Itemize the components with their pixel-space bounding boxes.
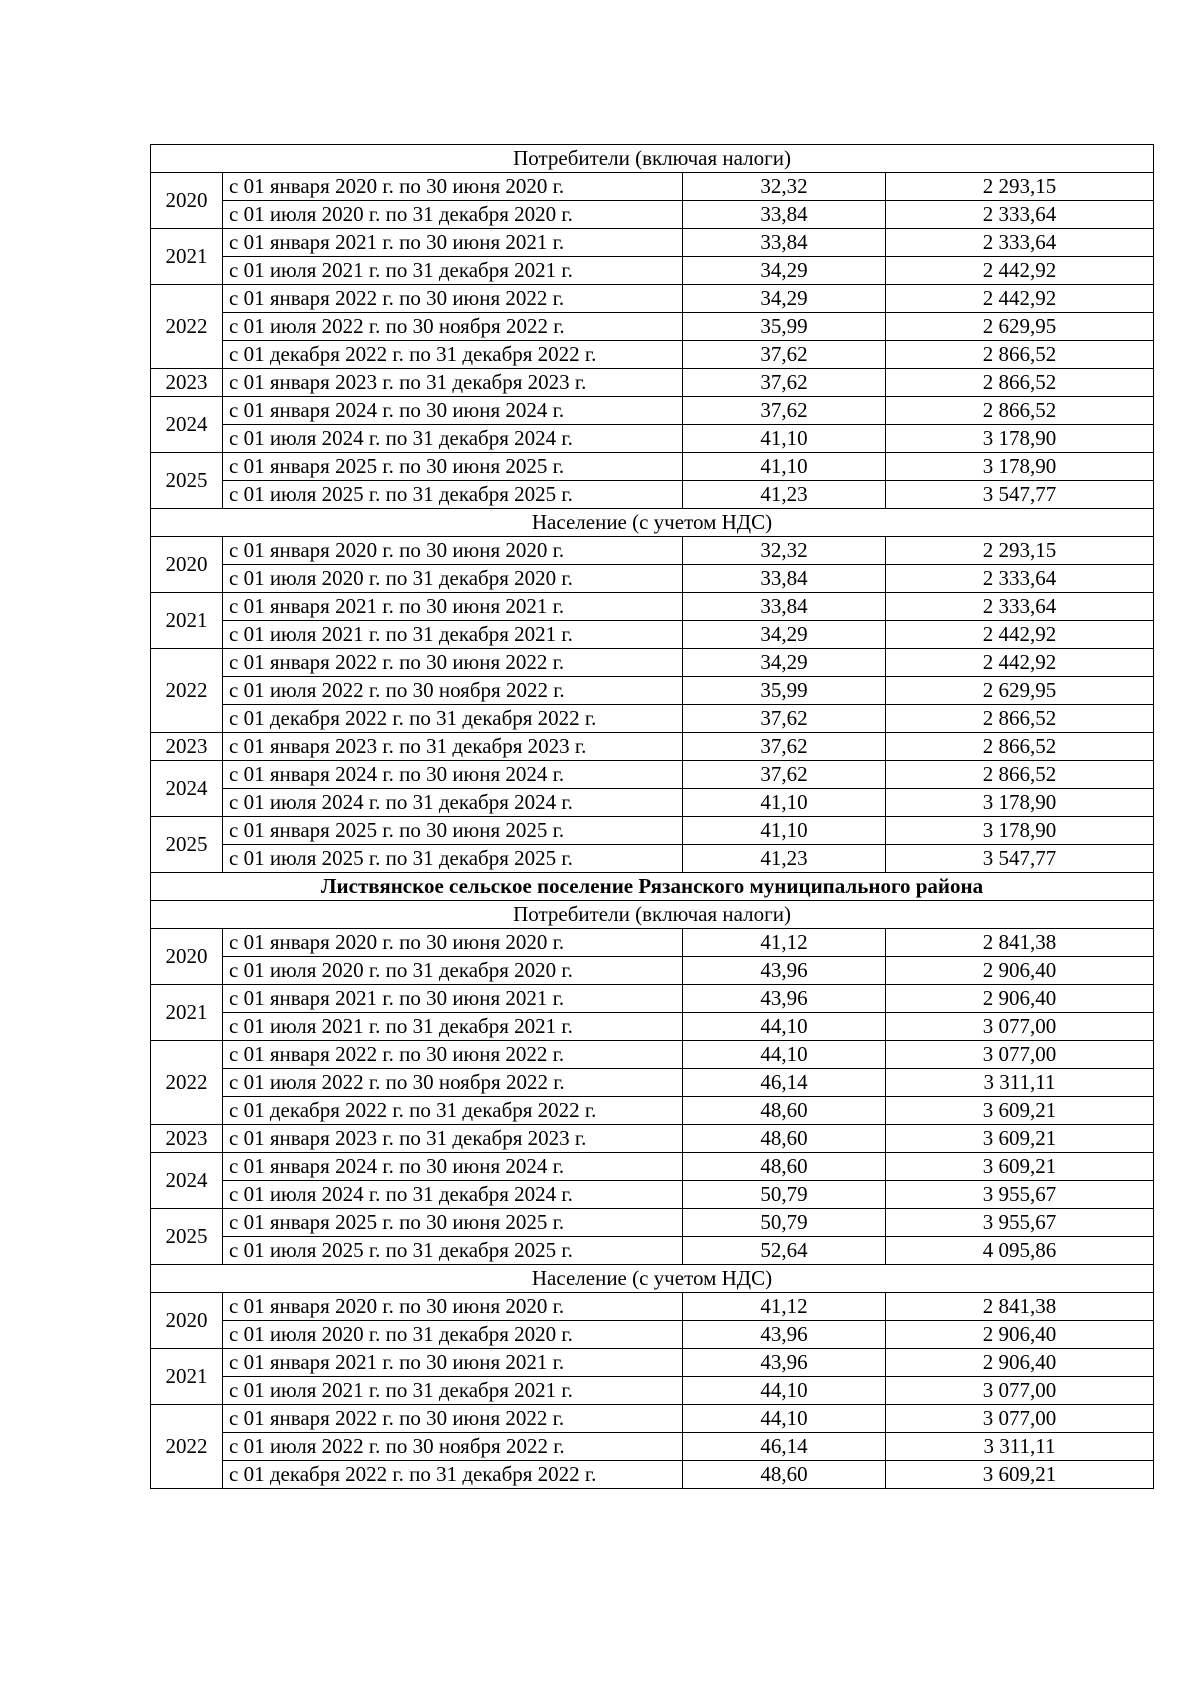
- period-cell: с 01 января 2020 г. по 30 июня 2020 г.: [223, 537, 683, 565]
- tariff-value-1: 33,84: [683, 201, 886, 229]
- period-cell: с 01 января 2020 г. по 30 июня 2020 г.: [223, 1293, 683, 1321]
- tariff-value-1: 44,10: [683, 1377, 886, 1405]
- period-cell: с 01 июля 2022 г. по 30 ноября 2022 г.: [223, 1069, 683, 1097]
- tariff-value-2: 3 955,67: [886, 1209, 1154, 1237]
- table-row: [151, 229, 1154, 257]
- tariff-value-2: 2 333,64: [886, 565, 1154, 593]
- period-cell: с 01 января 2025 г. по 30 июня 2025 г.: [223, 817, 683, 845]
- section-heading: Листвянское сельское поселение Рязанского муниципального района: [151, 873, 1154, 901]
- table-row: [151, 397, 1154, 425]
- section-heading: Потребители (включая налоги): [151, 901, 1154, 929]
- period-cell: с 01 июля 2020 г. по 31 декабря 2020 г.: [223, 201, 683, 229]
- tariff-value-1: 32,32: [683, 173, 886, 201]
- period-cell: с 01 января 2022 г. по 30 июня 2022 г.: [223, 1041, 683, 1069]
- tariff-value-2: 2 442,92: [886, 285, 1154, 313]
- tariff-value-1: 37,62: [683, 705, 886, 733]
- table-row: [151, 1293, 1154, 1321]
- year-cell: 2025: [151, 817, 223, 873]
- table-row: [151, 593, 1154, 621]
- table-row: [151, 957, 1154, 985]
- table-row: [151, 705, 1154, 733]
- tariff-value-2: 2 629,95: [886, 313, 1154, 341]
- tariff-value-1: 41,10: [683, 817, 886, 845]
- year-cell: 2023: [151, 369, 223, 397]
- tariff-value-1: 43,96: [683, 985, 886, 1013]
- table-row: [151, 1153, 1154, 1181]
- tariff-value-1: 33,84: [683, 593, 886, 621]
- period-cell: с 01 июля 2024 г. по 31 декабря 2024 г.: [223, 425, 683, 453]
- period-cell: с 01 января 2021 г. по 30 июня 2021 г.: [223, 1349, 683, 1377]
- period-cell: с 01 января 2022 г. по 30 июня 2022 г.: [223, 649, 683, 677]
- table-row: [151, 1405, 1154, 1433]
- tariff-value-2: 2 906,40: [886, 957, 1154, 985]
- tariff-value-1: 48,60: [683, 1461, 886, 1489]
- year-cell: 2024: [151, 397, 223, 453]
- year-cell: 2024: [151, 761, 223, 817]
- tariff-value-2: 3 178,90: [886, 425, 1154, 453]
- tariff-value-1: 43,96: [683, 1321, 886, 1349]
- tariff-value-2: 2 906,40: [886, 1349, 1154, 1377]
- table-row: [151, 369, 1154, 397]
- table-row: [151, 1377, 1154, 1405]
- tariff-value-1: 34,29: [683, 649, 886, 677]
- tariff-value-1: 41,10: [683, 789, 886, 817]
- tariff-value-2: 3 311,11: [886, 1433, 1154, 1461]
- period-cell: с 01 июля 2022 г. по 30 ноября 2022 г.: [223, 1433, 683, 1461]
- tariff-value-2: 3 311,11: [886, 1069, 1154, 1097]
- tariff-value-2: 2 841,38: [886, 929, 1154, 957]
- tariff-value-1: 32,32: [683, 537, 886, 565]
- tariff-value-1: 35,99: [683, 313, 886, 341]
- table-row: [151, 761, 1154, 789]
- tariff-value-1: 52,64: [683, 1237, 886, 1265]
- period-cell: с 01 июля 2025 г. по 31 декабря 2025 г.: [223, 481, 683, 509]
- tariff-value-2: 2 866,52: [886, 761, 1154, 789]
- table-row: [151, 929, 1154, 957]
- tariff-value-2: 2 866,52: [886, 397, 1154, 425]
- period-cell: с 01 июля 2025 г. по 31 декабря 2025 г.: [223, 1237, 683, 1265]
- period-cell: с 01 июля 2022 г. по 30 ноября 2022 г.: [223, 677, 683, 705]
- year-cell: 2020: [151, 929, 223, 985]
- tariff-value-2: 3 955,67: [886, 1181, 1154, 1209]
- period-cell: с 01 июля 2022 г. по 30 ноября 2022 г.: [223, 313, 683, 341]
- year-cell: 2024: [151, 1153, 223, 1209]
- tariff-value-2: 2 333,64: [886, 201, 1154, 229]
- section-heading-row: [151, 873, 1154, 901]
- table-row: [151, 845, 1154, 873]
- tariff-value-2: 2 629,95: [886, 677, 1154, 705]
- tariff-value-1: 48,60: [683, 1125, 886, 1153]
- tariff-table-body: [151, 145, 1154, 1489]
- table-row: [151, 1461, 1154, 1489]
- tariff-value-1: 34,29: [683, 285, 886, 313]
- period-cell: с 01 января 2021 г. по 30 июня 2021 г.: [223, 593, 683, 621]
- tariff-value-2: 3 077,00: [886, 1377, 1154, 1405]
- period-cell: с 01 января 2024 г. по 30 июня 2024 г.: [223, 1153, 683, 1181]
- period-cell: с 01 января 2025 г. по 30 июня 2025 г.: [223, 453, 683, 481]
- table-row: [151, 1433, 1154, 1461]
- table-row: [151, 341, 1154, 369]
- period-cell: с 01 января 2021 г. по 30 июня 2021 г.: [223, 229, 683, 257]
- period-cell: с 01 декабря 2022 г. по 31 декабря 2022 г.: [223, 1097, 683, 1125]
- period-cell: с 01 июля 2021 г. по 31 декабря 2021 г.: [223, 257, 683, 285]
- period-cell: с 01 июля 2024 г. по 31 декабря 2024 г.: [223, 1181, 683, 1209]
- period-cell: с 01 июля 2021 г. по 31 декабря 2021 г.: [223, 1377, 683, 1405]
- tariff-value-1: 50,79: [683, 1181, 886, 1209]
- tariff-value-2: 3 547,77: [886, 481, 1154, 509]
- tariff-value-1: 48,60: [683, 1153, 886, 1181]
- table-row: [151, 621, 1154, 649]
- tariff-value-1: 41,10: [683, 453, 886, 481]
- period-cell: с 01 января 2024 г. по 30 июня 2024 г.: [223, 397, 683, 425]
- tariff-value-2: 2 906,40: [886, 985, 1154, 1013]
- period-cell: с 01 января 2020 г. по 30 июня 2020 г.: [223, 929, 683, 957]
- tariff-value-2: 3 609,21: [886, 1461, 1154, 1489]
- year-cell: 2020: [151, 173, 223, 229]
- tariff-value-2: 2 866,52: [886, 705, 1154, 733]
- period-cell: с 01 января 2021 г. по 30 июня 2021 г.: [223, 985, 683, 1013]
- period-cell: с 01 декабря 2022 г. по 31 декабря 2022 г.: [223, 1461, 683, 1489]
- year-cell: 2023: [151, 733, 223, 761]
- table-row: [151, 789, 1154, 817]
- tariff-value-2: 4 095,86: [886, 1237, 1154, 1265]
- tariff-value-2: 2 866,52: [886, 369, 1154, 397]
- year-cell: 2020: [151, 537, 223, 593]
- section-heading-row: [151, 145, 1154, 173]
- table-row: [151, 173, 1154, 201]
- period-cell: с 01 января 2022 г. по 30 июня 2022 г.: [223, 285, 683, 313]
- table-row: [151, 733, 1154, 761]
- period-cell: с 01 января 2023 г. по 31 декабря 2023 г.: [223, 1125, 683, 1153]
- tariff-value-1: 33,84: [683, 229, 886, 257]
- table-row: [151, 257, 1154, 285]
- section-heading-row: [151, 901, 1154, 929]
- table-row: [151, 453, 1154, 481]
- table-row: [151, 565, 1154, 593]
- tariff-value-2: 2 333,64: [886, 229, 1154, 257]
- table-row: [151, 1321, 1154, 1349]
- year-cell: 2020: [151, 1293, 223, 1349]
- tariff-value-1: 43,96: [683, 1349, 886, 1377]
- year-cell: 2022: [151, 649, 223, 733]
- tariff-value-2: 2 442,92: [886, 257, 1154, 285]
- tariff-value-2: 2 866,52: [886, 733, 1154, 761]
- tariff-value-1: 48,60: [683, 1097, 886, 1125]
- section-heading: Население (с учетом НДС): [151, 1265, 1154, 1293]
- period-cell: с 01 декабря 2022 г. по 31 декабря 2022 г.: [223, 341, 683, 369]
- tariff-value-2: 2 442,92: [886, 649, 1154, 677]
- table-row: [151, 313, 1154, 341]
- tariff-value-1: 34,29: [683, 257, 886, 285]
- tariff-value-1: 41,23: [683, 845, 886, 873]
- table-row: [151, 425, 1154, 453]
- tariff-value-1: 37,62: [683, 733, 886, 761]
- period-cell: с 01 января 2020 г. по 30 июня 2020 г.: [223, 173, 683, 201]
- period-cell: с 01 декабря 2022 г. по 31 декабря 2022 г.: [223, 705, 683, 733]
- tariff-value-1: 34,29: [683, 621, 886, 649]
- period-cell: с 01 июля 2024 г. по 31 декабря 2024 г.: [223, 789, 683, 817]
- tariff-value-2: 2 293,15: [886, 537, 1154, 565]
- section-heading: Потребители (включая налоги): [151, 145, 1154, 173]
- table-row: [151, 1125, 1154, 1153]
- tariff-value-2: 2 333,64: [886, 593, 1154, 621]
- period-cell: с 01 июля 2025 г. по 31 декабря 2025 г.: [223, 845, 683, 873]
- table-row: [151, 285, 1154, 313]
- tariff-value-2: 2 841,38: [886, 1293, 1154, 1321]
- period-cell: с 01 января 2023 г. по 31 декабря 2023 г.: [223, 733, 683, 761]
- tariff-value-1: 44,10: [683, 1041, 886, 1069]
- year-cell: 2021: [151, 985, 223, 1041]
- period-cell: с 01 июля 2020 г. по 31 декабря 2020 г.: [223, 957, 683, 985]
- tariff-value-2: 3 178,90: [886, 817, 1154, 845]
- tariff-table: [150, 144, 1154, 1489]
- tariff-value-2: 3 178,90: [886, 453, 1154, 481]
- tariff-value-1: 44,10: [683, 1013, 886, 1041]
- section-heading-row: [151, 1265, 1154, 1293]
- tariff-value-1: 44,10: [683, 1405, 886, 1433]
- tariff-value-2: 3 077,00: [886, 1013, 1154, 1041]
- year-cell: 2025: [151, 453, 223, 509]
- table-row: [151, 1069, 1154, 1097]
- tariff-value-2: 2 293,15: [886, 173, 1154, 201]
- tariff-value-1: 50,79: [683, 1209, 886, 1237]
- period-cell: с 01 июля 2020 г. по 31 декабря 2020 г.: [223, 565, 683, 593]
- year-cell: 2021: [151, 593, 223, 649]
- period-cell: с 01 января 2022 г. по 30 июня 2022 г.: [223, 1405, 683, 1433]
- year-cell: 2025: [151, 1209, 223, 1265]
- table-row: [151, 1349, 1154, 1377]
- tariff-value-2: 3 077,00: [886, 1405, 1154, 1433]
- tariff-value-1: 41,12: [683, 929, 886, 957]
- tariff-value-1: 41,10: [683, 425, 886, 453]
- year-cell: 2023: [151, 1125, 223, 1153]
- tariff-value-1: 37,62: [683, 397, 886, 425]
- table-row: [151, 201, 1154, 229]
- tariff-value-1: 37,62: [683, 369, 886, 397]
- table-row: [151, 817, 1154, 845]
- tariff-value-1: 46,14: [683, 1433, 886, 1461]
- tariff-value-1: 33,84: [683, 565, 886, 593]
- tariff-value-1: 37,62: [683, 341, 886, 369]
- table-row: [151, 677, 1154, 705]
- table-row: [151, 1013, 1154, 1041]
- tariff-value-1: 43,96: [683, 957, 886, 985]
- tariff-value-2: 2 866,52: [886, 341, 1154, 369]
- period-cell: с 01 июля 2020 г. по 31 декабря 2020 г.: [223, 1321, 683, 1349]
- table-row: [151, 1181, 1154, 1209]
- tariff-value-2: 3 609,21: [886, 1097, 1154, 1125]
- tariff-value-1: 41,12: [683, 1293, 886, 1321]
- tariff-value-1: 37,62: [683, 761, 886, 789]
- table-row: [151, 649, 1154, 677]
- tariff-value-2: 3 609,21: [886, 1125, 1154, 1153]
- table-row: [151, 1237, 1154, 1265]
- period-cell: с 01 июля 2021 г. по 31 декабря 2021 г.: [223, 1013, 683, 1041]
- tariff-value-2: 3 077,00: [886, 1041, 1154, 1069]
- tariff-value-2: 3 178,90: [886, 789, 1154, 817]
- year-cell: 2021: [151, 1349, 223, 1405]
- year-cell: 2022: [151, 1041, 223, 1125]
- table-row: [151, 537, 1154, 565]
- tariff-value-1: 46,14: [683, 1069, 886, 1097]
- tariff-value-2: 3 609,21: [886, 1153, 1154, 1181]
- period-cell: с 01 января 2023 г. по 31 декабря 2023 г.: [223, 369, 683, 397]
- period-cell: с 01 января 2025 г. по 30 июня 2025 г.: [223, 1209, 683, 1237]
- table-row: [151, 1097, 1154, 1125]
- table-row: [151, 481, 1154, 509]
- period-cell: с 01 января 2024 г. по 30 июня 2024 г.: [223, 761, 683, 789]
- section-heading-row: [151, 509, 1154, 537]
- tariff-value-2: 2 442,92: [886, 621, 1154, 649]
- year-cell: 2022: [151, 1405, 223, 1489]
- year-cell: 2021: [151, 229, 223, 285]
- table-row: [151, 1041, 1154, 1069]
- section-heading: Население (с учетом НДС): [151, 509, 1154, 537]
- tariff-value-1: 35,99: [683, 677, 886, 705]
- table-row: [151, 1209, 1154, 1237]
- tariff-value-2: 3 547,77: [886, 845, 1154, 873]
- year-cell: 2022: [151, 285, 223, 369]
- tariff-value-2: 2 906,40: [886, 1321, 1154, 1349]
- tariff-value-1: 41,23: [683, 481, 886, 509]
- table-row: [151, 985, 1154, 1013]
- period-cell: с 01 июля 2021 г. по 31 декабря 2021 г.: [223, 621, 683, 649]
